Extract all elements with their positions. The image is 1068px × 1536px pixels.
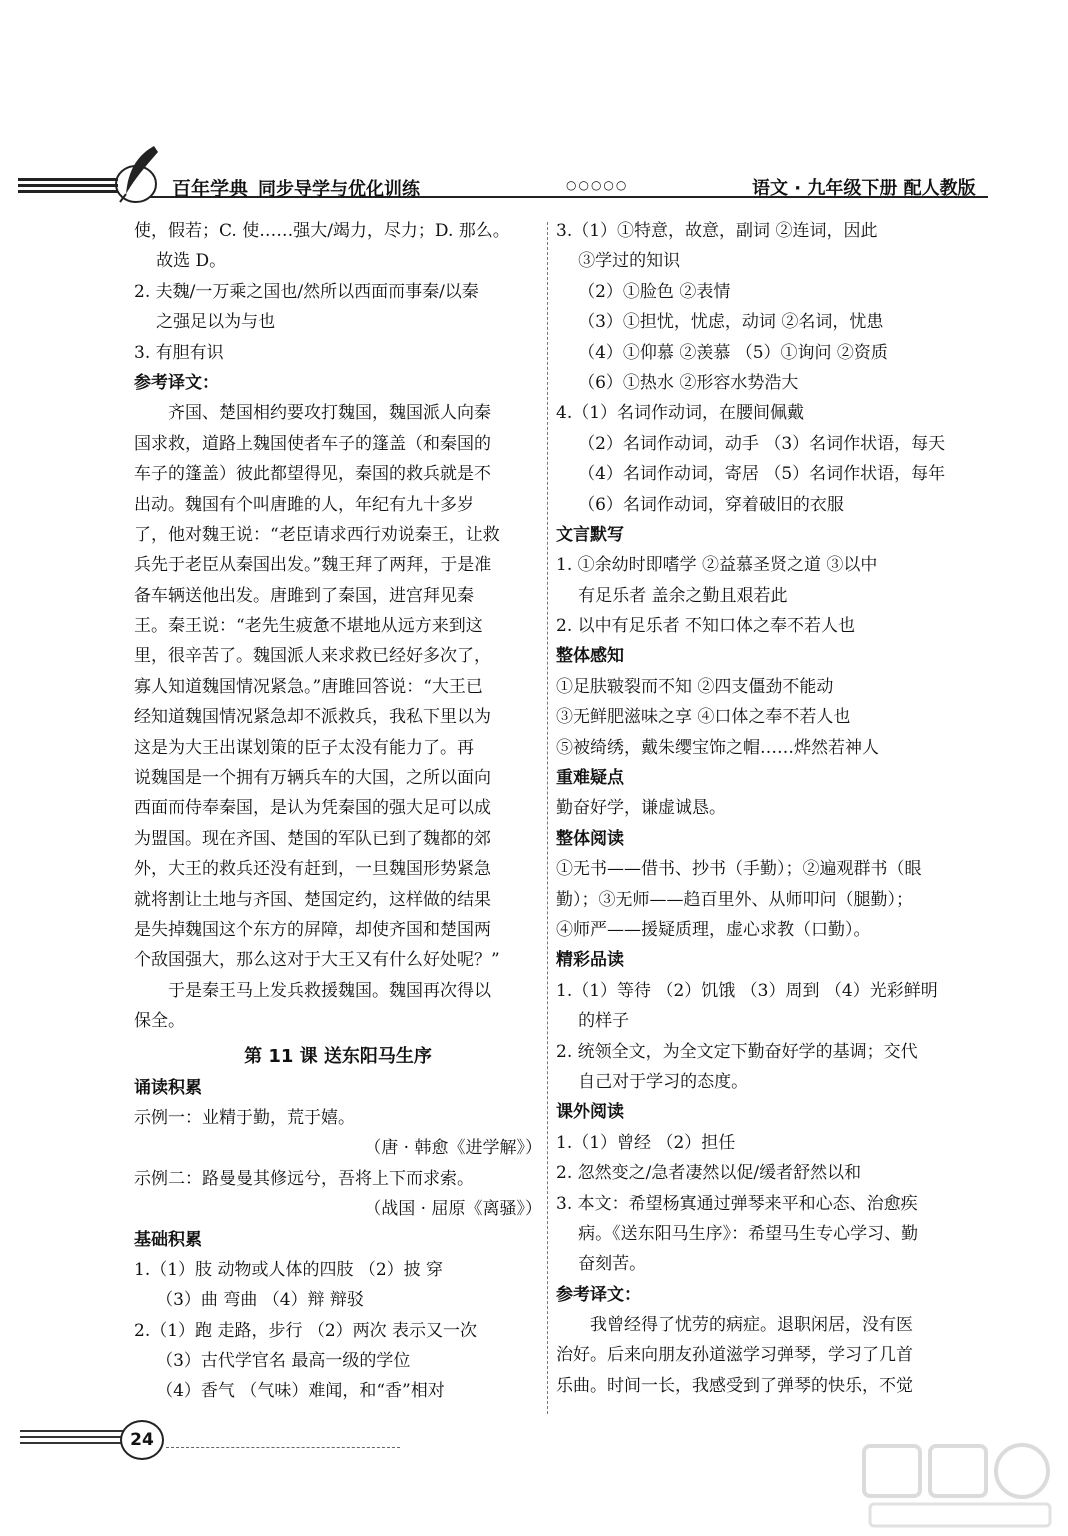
text-line: 的样子: [578, 1011, 630, 1032]
text-line: 外，大王的救兵还没有赶到，一旦魏国形势紧急: [134, 859, 491, 880]
text-line: 2. 以中有足乐者 不知口体之奉不若人也: [556, 616, 856, 637]
text-line: 个敌国强大，那么这对于大王又有什么好处呢？”: [134, 950, 500, 971]
header-subject: 语文 · 九年级下册 配人教版: [752, 178, 976, 199]
text-line: （2）①脸色 ②表情: [578, 281, 731, 302]
text-line: 3.（1）①特意，故意，副词 ②连词，因此: [556, 221, 878, 241]
section-heading: 重难疑点: [556, 768, 624, 789]
text-line: 了，他对魏王说：“老臣请求西行劝说秦王，让救: [134, 524, 500, 545]
text-line: 就将割让土地与齐国、楚国定约，这样做的结果: [134, 889, 491, 910]
text-line: （6）①热水 ②形容水势浩大: [578, 372, 799, 393]
header-series: 同步导学与优化训练: [258, 179, 421, 200]
section-heading: 整体阅读: [556, 828, 624, 849]
text-line: 2. 忽然变之/急者凄然以促/缓者舒然以和: [556, 1163, 862, 1184]
text-line: 西面而侍奉秦国，是认为凭秦国的强大足可以成: [134, 798, 491, 819]
text-line: 于是秦王马上发兵救援魏国。魏国再次得以: [168, 980, 491, 1001]
watermark-logo-icon: [860, 1440, 1060, 1532]
text-line: 备车辆送他出发。唐雎到了秦国，进宫拜见秦: [134, 585, 474, 606]
text-line: 寡人知道魏国情况紧急。”唐雎回答说：“大王已: [134, 676, 483, 697]
text-line: （4）香气 （气味）难闻，和“香”相对: [156, 1381, 445, 1402]
text-line: ③无鲜肥滋味之享 ④口体之奉不若人也: [556, 707, 851, 728]
text-line: 2. 统领全文，为全文定下勤奋好学的基调；交代: [556, 1041, 918, 1062]
text-line: 是失掉魏国这个东方的屏障，却使齐国和楚国两: [134, 919, 491, 940]
text-line: （2）名词作动词，动手 （3）名词作状语，每天: [578, 433, 946, 454]
header-decoration-bars: [18, 178, 118, 196]
right-column: [556, 216, 968, 1401]
header-brand: 百年学典: [172, 178, 249, 200]
text-line: （3）①担忧，忧虑，动词 ②名词，忧患: [578, 312, 884, 333]
text-line: 有足乐者 盖余之勤且艰若此: [578, 585, 788, 606]
section-heading: 精彩品读: [556, 950, 624, 971]
text-line: 车子的篷盖）彼此都望得见，秦国的救兵就是不: [134, 464, 491, 485]
text-line: 我曾经得了忧劳的病症。退职闲居，没有医: [590, 1315, 913, 1336]
text-line: （3）曲 弯曲 （4）辩 辩驳: [156, 1290, 364, 1311]
text-line: 这是为大王出谋划策的臣子太没有能力了。再: [134, 737, 474, 758]
text-line: 保全。: [134, 1011, 185, 1032]
lesson-title: 第 11 课 送东阳马生序: [244, 1045, 432, 1067]
text-line: ④师严——援疑质理，虚心求教（口勤）。: [556, 919, 871, 940]
text-line: 王。秦王说：“老先生疲惫不堪地从远方来到这: [134, 616, 483, 637]
text-line: 1. ①余幼时即嗜学 ②益慕圣贤之道 ③以中: [556, 555, 878, 576]
text-line: 2.（1）跑 走路，步行 （2）两次 表示又一次: [134, 1320, 478, 1341]
header-title: [172, 174, 420, 201]
citation: （战国 · 屈原《离骚》）: [364, 1199, 542, 1220]
text-line: 故选 D。: [156, 251, 227, 272]
left-column: [134, 216, 542, 1407]
header-dots: ○○○○○: [566, 178, 629, 192]
text-line: 1.（1）肢 动物或人体的四肢 （2）披 穿: [134, 1259, 444, 1280]
text-line: （6）名词作动词，穿着破旧的衣服: [578, 494, 844, 515]
text-line: ①无书——借书、抄书（手勤）；②遍观群书（眼: [556, 859, 922, 880]
text-line: ③学过的知识: [578, 251, 681, 272]
section-heading: 参考译文：: [556, 1284, 641, 1305]
text-line: 4.（1）名词作动词，在腰间佩戴: [556, 403, 805, 424]
text-line: ①足肤皲裂而不知 ②四支僵劲不能动: [556, 676, 834, 697]
text-line: 自己对于学习的态度。: [578, 1071, 749, 1092]
text-line: 兵先于老臣从秦国出发。”魏王拜了两拜，于是准: [134, 555, 492, 576]
text-line: 病。《送东阳马生序》：希望马生专心学习、勤: [578, 1223, 919, 1244]
text-line: 国求救，道路上魏国使者车子的篷盖（和秦国的: [134, 433, 491, 454]
text-line: 使，假若；C. 使……强大/竭力，尽力；D. 那么。: [134, 221, 510, 241]
text-line: 说魏国是一个拥有万辆兵车的大国，之所以面向: [134, 768, 491, 789]
section-heading: 整体感知: [556, 646, 624, 667]
text-line: 乐曲。时间一长，我感受到了弹琴的快乐，不觉: [556, 1375, 913, 1396]
text-line: ⑤被绮绣，戴朱缨宝饰之帽……烨然若神人: [556, 737, 879, 758]
text-line: 3. 本文：希望杨寘通过弹琴来平和心态、治愈疾: [556, 1193, 918, 1214]
page-number: 24: [120, 1420, 164, 1460]
text-line: 出动。魏国有个叫唐雎的人，年纪有九十多岁: [134, 494, 474, 515]
citation: （唐 · 韩愈《进学解》）: [364, 1138, 542, 1159]
footer-dashed-rule: [166, 1447, 400, 1448]
text-line: （3）古代学官名 最高一级的学位: [156, 1351, 411, 1372]
section-heading: 诵读积累: [134, 1077, 202, 1098]
section-heading: 参考译文：: [134, 372, 219, 393]
footer-decoration-bars: [20, 1430, 125, 1448]
text-line: （4）①仰慕 ②羡慕 （5）①询问 ②资质: [578, 342, 888, 363]
text-line: 1.（1）等待 （2）饥饿 （3）周到 （4）光彩鲜明: [556, 980, 938, 1001]
text-line: 2. 夫魏/一万乘之国也/然所以西面而事秦/以秦: [134, 281, 479, 302]
text-line: 奋刻苦。: [578, 1254, 647, 1275]
text-line: 经知道魏国情况紧急却不派救兵，我私下里以为: [134, 707, 491, 728]
text-line: 3. 有胆有识: [134, 342, 224, 363]
text-line: 1.（1）曾经 （2）担任: [556, 1132, 736, 1153]
section-heading: 基础积累: [134, 1229, 202, 1250]
text-line: 示例二：路曼曼其修远兮，吾将上下而求索。: [134, 1168, 474, 1189]
section-heading: 课外阅读: [556, 1102, 624, 1123]
text-line: 示例一：业精于勤，荒于嬉。: [134, 1107, 355, 1128]
section-heading: 文言默写: [556, 524, 624, 545]
text-line: 齐国、楚国相约要攻打魏国，魏国派人向秦: [168, 403, 491, 424]
column-divider: [547, 222, 548, 1414]
text-line: 治好。后来向朋友孙道滋学习弹琴，学习了几首: [556, 1345, 913, 1366]
text-line: 为盟国。现在齐国、楚国的军队已到了魏都的郊: [134, 828, 491, 849]
text-line: （4）名词作动词，寄居 （5）名词作状语，每年: [578, 464, 946, 485]
text-line: 勤）；③无师——趋百里外、从师叩问（腿勤）；: [556, 889, 913, 910]
text-line: 里，很辛苦了。魏国派人来求救已经好多次了，: [134, 646, 491, 667]
text-line: 勤奋好学，谦虚诚恳。: [556, 798, 726, 819]
text-line: 之强足以为与也: [156, 312, 276, 333]
